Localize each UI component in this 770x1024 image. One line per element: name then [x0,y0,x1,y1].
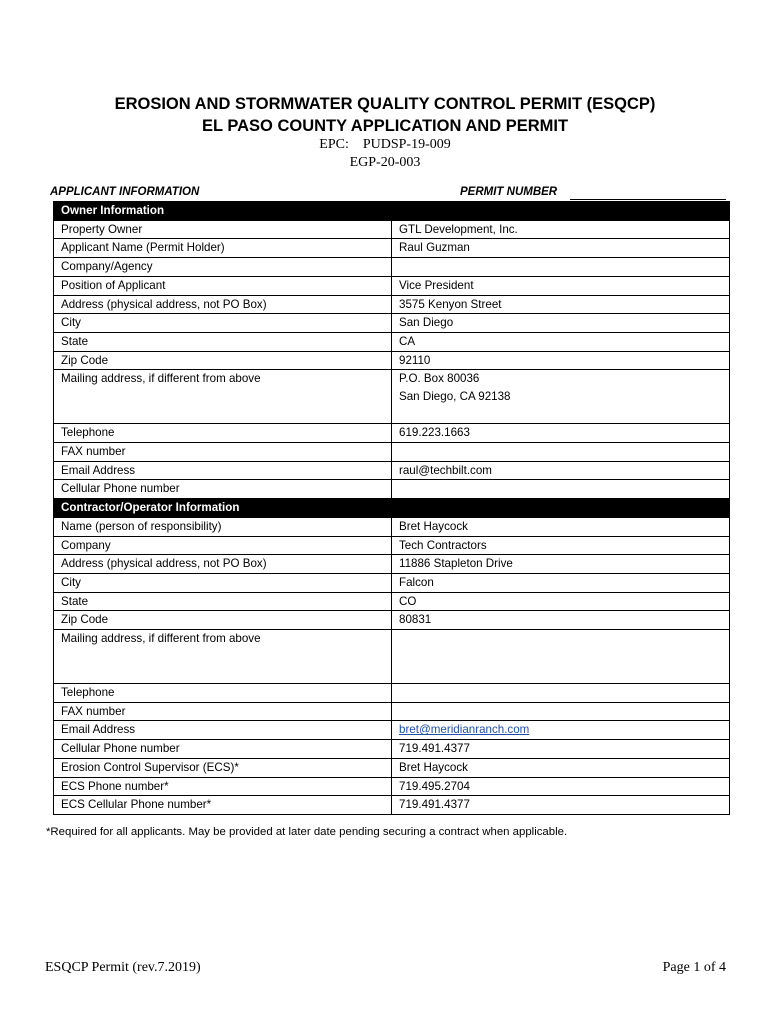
field-label: FAX number [54,702,392,721]
field-label: Cellular Phone number [54,480,392,499]
owner-section-header: Owner Information [54,202,730,221]
field-label: Position of Applicant [54,276,392,295]
contractor-telephone-field[interactable] [392,684,730,703]
contractor-name-field[interactable]: Bret Haycock [392,517,730,536]
owner-telephone-field[interactable]: 619.223.1663 [392,424,730,443]
form-row [54,314,730,333]
form-row [54,536,730,555]
form-row [54,443,730,462]
mailing-line-1: P.O. Box 80036 [399,372,480,386]
permit-number-field[interactable] [570,199,726,200]
permit-number-label: PERMIT NUMBER [460,186,558,198]
form-row [54,332,730,351]
applicant-information-heading: APPLICANT INFORMATION [50,186,200,198]
field-label: Cellular Phone number [54,740,392,759]
field-label: Telephone [54,424,392,443]
form-row [54,758,730,777]
form-row [54,258,730,277]
contractor-section-header: Contractor/Operator Information [54,499,730,518]
section-row-contractor [54,499,730,518]
owner-cell-field[interactable] [392,480,730,499]
form-row [54,220,730,239]
field-label: Applicant Name (Permit Holder) [54,239,392,258]
section-row-owner [54,202,730,221]
field-label: Email Address [54,721,392,740]
form-row [54,555,730,574]
contractor-email-field[interactable] [392,721,730,740]
ecs-name-field[interactable]: Bret Haycock [392,758,730,777]
field-label: State [54,332,392,351]
applicant-form-table [53,201,730,815]
form-row [54,276,730,295]
field-label: Zip Code [54,611,392,630]
applicant-name-field[interactable]: Raul Guzman [392,239,730,258]
position-field[interactable]: Vice President [392,276,730,295]
form-row [54,424,730,443]
field-label: Company [54,536,392,555]
owner-city-field[interactable]: San Diego [392,314,730,333]
required-footnote: *Required for all applicants. May be provided at later date pending securing a contract when applicable. [46,826,568,838]
contractor-fax-field[interactable] [392,702,730,721]
ecs-phone-field[interactable]: 719.495.2704 [392,777,730,796]
field-label: Mailing address, if different from above [54,630,392,684]
form-row [54,721,730,740]
form-row [54,239,730,258]
form-row [54,295,730,314]
contractor-address-field[interactable]: 11886 Stapleton Drive [392,555,730,574]
form-row [54,630,730,684]
field-label: Mailing address, if different from above [54,370,392,424]
document-title: EROSION AND STORMWATER QUALITY CONTROL PERMIT (ESQCP) [114,95,656,113]
field-label: Email Address [54,461,392,480]
field-label: City [54,314,392,333]
form-row [54,461,730,480]
document-subtitle: EL PASO COUNTY APPLICATION AND PERMIT [201,117,569,135]
form-row [54,684,730,703]
field-label: Name (person of responsibility) [54,517,392,536]
form-row [54,370,730,424]
egp-number-line: EGP-20-003 [349,155,421,170]
footer-page-number: Page 1 of 4 [662,960,726,975]
field-label: Address (physical address, not PO Box) [54,555,392,574]
field-label: Company/Agency [54,258,392,277]
ecs-cell-field[interactable]: 719.491.4377 [392,796,730,815]
field-label: ECS Cellular Phone number* [54,796,392,815]
property-owner-field[interactable]: GTL Development, Inc. [392,220,730,239]
owner-fax-field[interactable] [392,443,730,462]
form-row [54,573,730,592]
form-row [54,777,730,796]
owner-email-field[interactable]: raul@techbilt.com [392,461,730,480]
form-row [54,480,730,499]
field-label: Erosion Control Supervisor (ECS)* [54,758,392,777]
field-label: State [54,592,392,611]
field-label: Zip Code [54,351,392,370]
form-row [54,740,730,759]
form-row [54,796,730,815]
form-row [54,611,730,630]
epc-number-line: EPC: PUDSP-19-009 [319,137,451,152]
field-label: City [54,573,392,592]
contractor-company-field[interactable]: Tech Contractors [392,536,730,555]
form-row [54,592,730,611]
field-label: Property Owner [54,220,392,239]
owner-state-field[interactable]: CA [392,332,730,351]
contractor-city-field[interactable]: Falcon [392,573,730,592]
form-row [54,351,730,370]
owner-zip-field[interactable]: 92110 [392,351,730,370]
field-label: ECS Phone number* [54,777,392,796]
form-row [54,702,730,721]
field-label: FAX number [54,443,392,462]
company-agency-field[interactable] [392,258,730,277]
field-label: Telephone [54,684,392,703]
field-label: Address (physical address, not PO Box) [54,295,392,314]
contractor-mailing-address-field[interactable] [392,630,730,684]
contractor-email-link[interactable]: bret@meridianranch.com [399,723,530,737]
contractor-zip-field[interactable]: 80831 [392,611,730,630]
form-row [54,517,730,536]
footer-form-version: ESQCP Permit (rev.7.2019) [45,960,201,975]
contractor-state-field[interactable]: CO [392,592,730,611]
mailing-line-2: San Diego, CA 92138 [399,390,511,404]
owner-address-field[interactable]: 3575 Kenyon Street [392,295,730,314]
owner-mailing-address-field[interactable] [392,370,730,424]
contractor-cell-field[interactable]: 719.491.4377 [392,740,730,759]
